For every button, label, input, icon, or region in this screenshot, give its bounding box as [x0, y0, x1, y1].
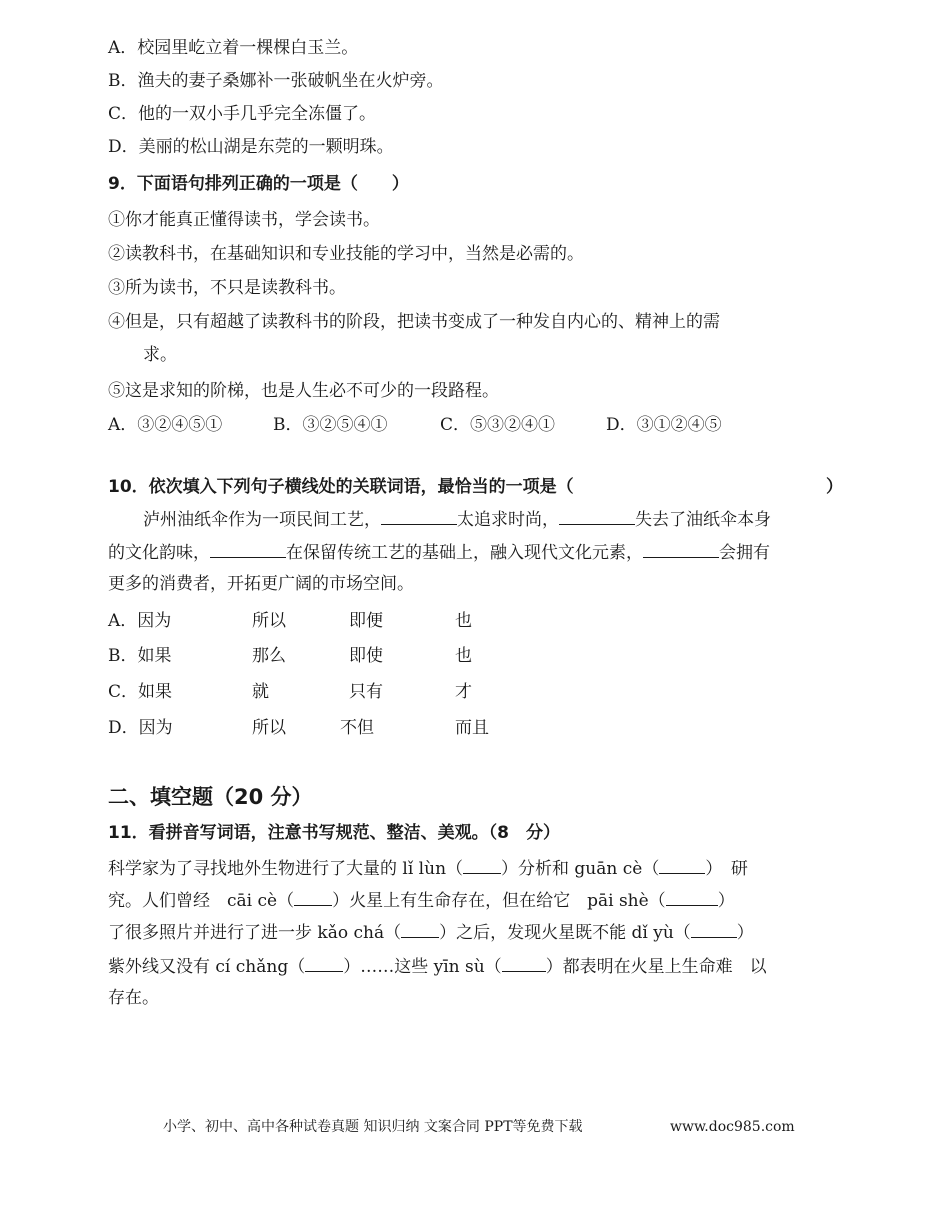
q9-option-a: A．③②④⑤①	[108, 415, 223, 435]
answer-blank[interactable]	[294, 889, 332, 906]
q11-text: ）之后，发现火星既不能 dǐ yù（	[439, 923, 691, 943]
q11-line-4	[108, 955, 767, 978]
q10-passage-line-3: 更多的消费者，开拓更广阔的市场空间。	[108, 574, 414, 594]
answer-blank[interactable]	[401, 921, 439, 938]
q9-sentence-1: ①你才能真正懂得读书，学会读书。	[108, 210, 380, 230]
answer-blank[interactable]	[666, 889, 718, 906]
q10-option-c-label: C．如果	[108, 682, 173, 702]
q10-passage-line-2	[108, 541, 770, 564]
q8-option-b: B．渔夫的妻子桑娜补一张破帆坐在火炉旁。	[108, 71, 444, 91]
q11-text: ）……这些 yīn sù（	[343, 957, 502, 977]
answer-blank[interactable]	[502, 955, 546, 972]
q10-option-c-word4: 才	[455, 682, 472, 702]
q11-line-3	[108, 921, 754, 944]
q11-text: ）	[736, 923, 754, 943]
answer-blank[interactable]	[463, 857, 501, 874]
q11-line-5: 存在。	[108, 988, 159, 1008]
q10-title-close: ）	[826, 477, 843, 497]
q9-sentence-4-cont: 求。	[143, 345, 177, 365]
q11-text: ）火星上有生命存在，但在给它 pāi shè（	[332, 891, 666, 911]
answer-blank[interactable]	[659, 857, 705, 874]
q10-option-b-label: B．如果	[108, 646, 172, 666]
section-heading: 二、填空题（20 分）	[108, 785, 313, 809]
answer-blank[interactable]	[643, 541, 719, 558]
q8-option-d: D．美丽的松山湖是东莞的一颗明珠。	[108, 137, 394, 157]
answer-blank[interactable]	[691, 921, 737, 938]
q11-text: ）分析和 guān cè（	[501, 859, 660, 879]
footer-text: 小学、初中、高中各种试卷真题 知识归纳 文案合同 PPT等免费下载	[163, 1119, 583, 1135]
q10-title: 10．依次填入下列句子横线处的关联词语，最恰当的一项是（	[108, 477, 574, 497]
q10-option-d-word2: 所以	[252, 718, 286, 738]
q11-text: 究。人们曾经 cāi cè（	[108, 891, 295, 911]
answer-blank[interactable]	[210, 541, 286, 558]
q10-text: 在保留传统工艺的基础上，融入现代文化元素，	[286, 543, 643, 563]
q11-text: 紫外线又没有 cí chǎng（	[108, 957, 306, 977]
q10-option-c-word2: 就	[252, 682, 269, 702]
q11-line-1	[108, 857, 748, 880]
answer-blank[interactable]	[305, 955, 343, 972]
q9-sentence-3: ③所为读书，不只是读教科书。	[108, 278, 346, 298]
q9-option-d: D．③①②④⑤	[606, 415, 722, 435]
answer-blank[interactable]	[559, 508, 635, 525]
q10-option-c-word3: 只有	[349, 682, 383, 702]
q11-text: ）	[717, 891, 735, 911]
q11-text: 科学家为了寻找地外生物进行了大量的 lǐ lùn（	[108, 859, 464, 879]
q10-option-b-word3: 即使	[349, 646, 383, 666]
q10-option-b-word2: 那么	[252, 646, 286, 666]
q10-option-a-word2: 所以	[252, 611, 286, 631]
q10-text: 会拥有	[719, 543, 770, 563]
q9-sentence-2: ②读教科书，在基础知识和专业技能的学习中，当然是必需的。	[108, 244, 584, 264]
q10-text: 泸州油纸伞作为一项民间工艺，	[143, 510, 381, 530]
q10-option-a-word3: 即便	[349, 611, 383, 631]
q10-option-d-word3: 不但	[340, 718, 374, 738]
q10-option-a-word4: 也	[455, 611, 472, 631]
answer-blank[interactable]	[381, 508, 457, 525]
q11-line-2	[108, 889, 735, 912]
q10-option-a-label: A．因为	[108, 611, 172, 631]
q10-option-d-word4: 而且	[455, 718, 489, 738]
q8-option-c: C．他的一双小手几乎完全冻僵了。	[108, 104, 377, 124]
q10-text: 的文化韵味，	[108, 543, 210, 563]
footer-url[interactable]: www.doc985.com	[670, 1119, 795, 1135]
q10-option-b-word4: 也	[455, 646, 472, 666]
q9-sentence-5: ⑤这是求知的阶梯，也是人生必不可少的一段路程。	[108, 381, 499, 401]
q8-option-a: A．校园里屹立着一棵棵白玉兰。	[108, 38, 359, 58]
q11-text: 了很多照片并进行了进一步 kǎo chá（	[108, 923, 402, 943]
q10-option-d-label: D．因为	[108, 718, 173, 738]
q11-text: ） 研	[705, 859, 748, 879]
q10-text: 太追求时尚，	[457, 510, 559, 530]
q10-text: 失去了油纸伞本身	[635, 510, 771, 530]
q10-passage-line-1	[143, 508, 771, 531]
q11-text: ）都表明在火星上生命难 以	[545, 957, 767, 977]
q9-sentence-4: ④但是，只有超越了读教科书的阶段，把读书变成了一种发自内心的、精神上的需	[108, 312, 720, 332]
q9-title: 9．下面语句排列正确的一项是（ ）	[108, 174, 409, 194]
q9-option-c: C．⑤③②④①	[440, 415, 556, 435]
q11-title: 11．看拼音写词语，注意书写规范、整洁、美观。（8 分）	[108, 823, 560, 843]
q9-option-b: B．③②⑤④①	[273, 415, 388, 435]
